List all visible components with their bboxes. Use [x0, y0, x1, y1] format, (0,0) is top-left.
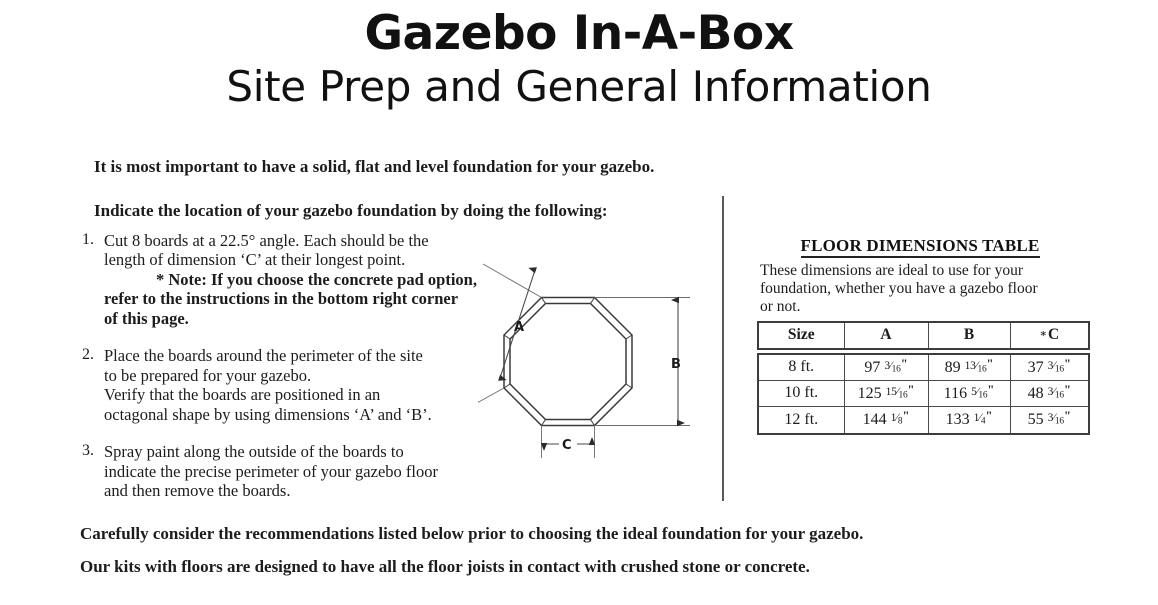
- column-header-size: Size: [758, 322, 844, 349]
- dimension-b-label: B: [671, 357, 681, 372]
- list-item-number: 2.: [82, 346, 94, 364]
- cell-dimension-c: 48 $3⁄_{16}^"$: [1010, 381, 1089, 407]
- list-item-line: indicate the precise perimeter of your gazebo floor: [104, 461, 438, 481]
- list-item-line: Place the boards around the perimeter of the site: [104, 346, 423, 366]
- list-item-body: [104, 231, 492, 328]
- octagon-dimension-diagram: [478, 248, 708, 468]
- page-subtitle: Site Prep and General Information: [226, 61, 932, 111]
- octagon-diagram-svg: [478, 248, 708, 463]
- dimension-a-label: A: [514, 320, 525, 335]
- dimension-c-label: C: [562, 438, 572, 453]
- floor-table-description-line: foundation, whether you have a gazebo floor: [760, 279, 1038, 297]
- list-item: [72, 442, 492, 500]
- list-item-body: [104, 346, 492, 424]
- table-row: [758, 381, 1089, 407]
- instruction-list: [72, 231, 492, 515]
- floor-table-description-line: These dimensions are ideal to use for your: [760, 262, 1023, 279]
- cell-dimension-b: 133 $1⁄_4^"$: [928, 407, 1010, 434]
- cell-dimension-a: 125 $15⁄_{16}^"$: [844, 381, 928, 407]
- list-item-line: refer to the instructions in the bottom right corner: [104, 289, 459, 309]
- floor-table-header: [757, 321, 1090, 350]
- list-item-line: of this page.: [104, 308, 189, 328]
- table-row: [758, 407, 1089, 434]
- floor-dimensions-table: [757, 321, 1088, 435]
- list-item-body: [104, 442, 492, 500]
- footer-line-2: Our kits with floors are designed to have all the floor joists in contact with crushed stone or concrete.: [80, 557, 810, 576]
- list-item: [72, 346, 492, 424]
- list-item-line: Verify that the boards are positioned in an: [104, 385, 381, 405]
- cell-dimension-c: 37 $3⁄_{16}^"$: [1010, 354, 1089, 381]
- cell-dimension-a: 97 $3⁄_{16}^"$: [844, 354, 928, 381]
- page-title: Gazebo In-A-Box: [364, 6, 794, 61]
- cell-dimension-b: 116 $5⁄_{16}^"$: [928, 381, 1010, 407]
- list-item-line: octagonal shape by using dimensions ‘A’ and ‘B’.: [104, 404, 432, 424]
- page-header: [0, 8, 1158, 111]
- table-header-row: [758, 322, 1089, 349]
- column-header-c: ∗ C: [1010, 322, 1089, 349]
- cell-size: 12 ft.: [758, 407, 844, 434]
- concrete-pad-note: * Note: If you choose the concrete pad option,: [156, 269, 477, 289]
- list-item-line: Cut 8 boards at a 22.5° angle. Each should be the: [104, 231, 429, 250]
- list-item-number: 1.: [82, 231, 94, 248]
- table-row: [758, 354, 1089, 381]
- footer-line-1: Carefully consider the recommendations listed below prior to choosing the ideal foundation for your gazebo.: [80, 524, 864, 543]
- floor-table-description: [760, 262, 1090, 316]
- column-header-a: A: [844, 322, 928, 349]
- floor-table-title-text: FLOOR DIMENSIONS TABLE: [801, 236, 1040, 258]
- list-item-line: and then remove the boards.: [104, 481, 291, 501]
- instructions-heading: Indicate the location of your gazebo foundation by doing the following:: [94, 201, 608, 220]
- cell-size: 10 ft.: [758, 381, 844, 407]
- cell-size: 8 ft.: [758, 354, 844, 381]
- list-item: [72, 231, 492, 328]
- column-header-b: B: [928, 322, 1010, 349]
- list-item-line: Spray paint along the outside of the boards to: [104, 442, 404, 462]
- column-divider: [722, 196, 724, 501]
- list-item-line: length of dimension ‘C’ at their longest point.: [104, 250, 406, 270]
- cell-dimension-a: 144 $1⁄_8^"$: [844, 407, 928, 434]
- floor-table-title: [752, 236, 1088, 256]
- list-item-number: 3.: [82, 442, 94, 460]
- octagon-inner-edge: [510, 304, 626, 420]
- floor-table-description-line: or not.: [760, 297, 801, 315]
- lead-statement: It is most important to have a solid, flat and level foundation for your gazebo.: [94, 157, 655, 176]
- floor-table-body: [757, 353, 1090, 435]
- cell-dimension-b: 89 $13⁄_{16}^"$: [928, 354, 1010, 381]
- cell-dimension-c: 55 $3⁄_{16}^"$: [1010, 407, 1089, 434]
- list-item-line: to be prepared for your gazebo.: [104, 365, 312, 385]
